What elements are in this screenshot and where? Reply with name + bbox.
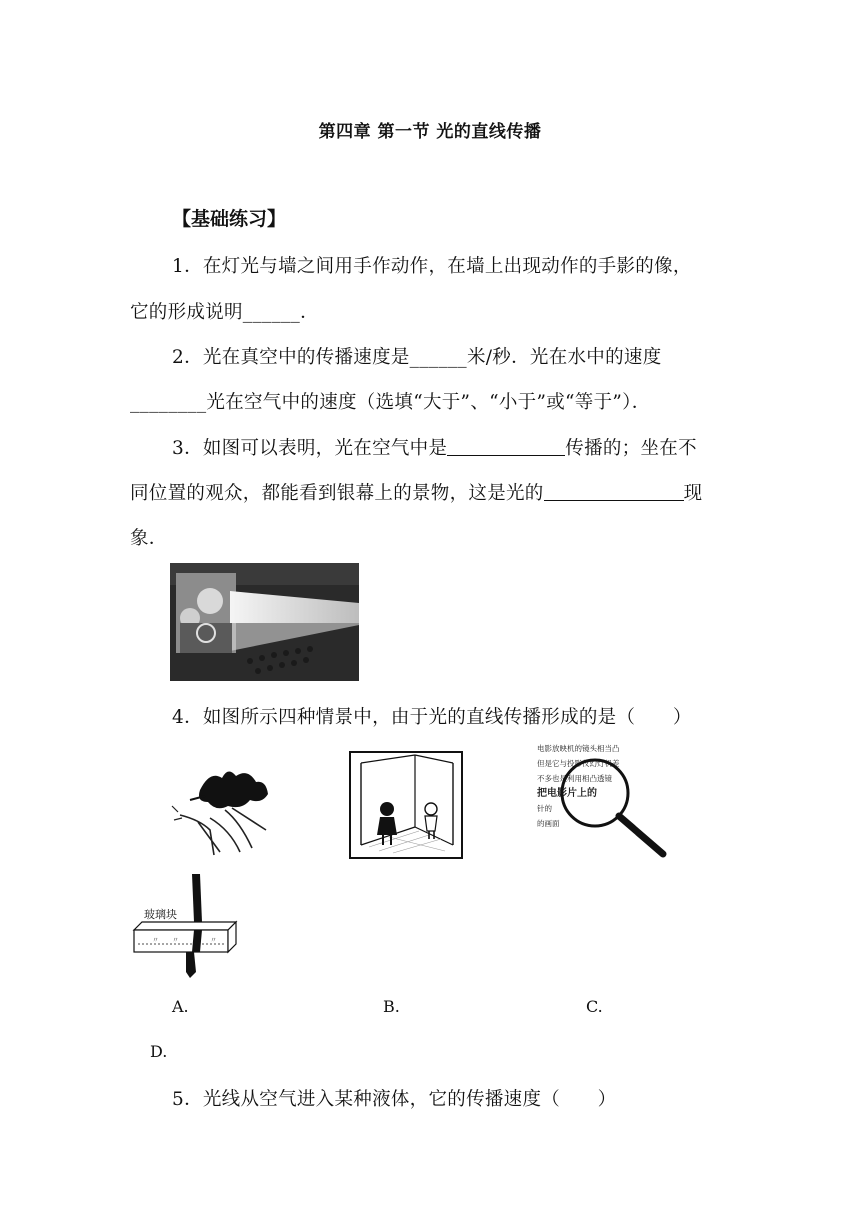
glass-block-label: 玻璃块 [144,908,177,921]
question-3-line-1-text-b: 传播的；坐在不 [565,438,697,459]
answer-blank [544,482,684,501]
magnifier-text-line: 针的 [537,804,552,813]
question-1-line-1: 1．在灯光与墙之间用手作动作，在墙上出现动作的手影的像， [172,256,692,277]
section-heading: 【基础练习】 [172,208,287,230]
magnifier-text-line: 的画面 [537,819,560,828]
option-d: D. [150,1042,168,1061]
answer-blank [447,437,565,456]
question-2-line-2: ________光在空气中的速度（选填“大于”、“小于”或“等于”）． [130,392,651,413]
option-b: B. [383,997,400,1016]
glass-block-figure [130,872,242,980]
question-3-line-1 [172,434,697,460]
option-c: C. [586,997,603,1016]
svg-text:〃: 〃 [152,936,159,944]
magnifier-text-line: 电影放映机的镜头相当凸 [537,744,620,753]
magnifier-text-line: 但是它与投影仪幻灯机差 [537,759,620,768]
svg-text:〃: 〃 [210,936,217,944]
question-4-text: 4．如图所示四种情景中，由于光的直线传播形成的是（ ） [172,707,692,728]
question-1-line-2: 它的形成说明______． [130,302,319,323]
cinema-projection-photo [170,563,359,681]
question-5-text: 5．光线从空气进入某种液体，它的传播速度（ ） [172,1089,617,1110]
hand-shadow-figure [170,760,278,858]
mirror-room-figure [349,751,463,859]
page-title: 第四章 第一节 光的直线传播 [318,122,542,142]
question-3-line-2 [130,479,702,505]
question-3-line-3: 象． [130,528,168,549]
svg-text:〃: 〃 [172,936,179,944]
question-3-line-2-text-a: 同位置的观众，都能看到银幕上的景物，这是光的 [130,483,544,504]
question-3-line-1-text-a: 3．如图可以表明，光在空气中是 [172,438,448,459]
option-a: A. [172,997,189,1016]
magnifier-text-line: 把电影片上的 [537,788,597,799]
question-3-line-2-text-b: 现 [683,483,703,504]
magnifier-text-line: 不多也是利用相凸透镜 [537,774,612,783]
magnifier-figure [535,741,669,859]
question-2-line-1: 2．光在真空中的传播速度是______米/秒．光在水中的速度 [172,347,662,368]
